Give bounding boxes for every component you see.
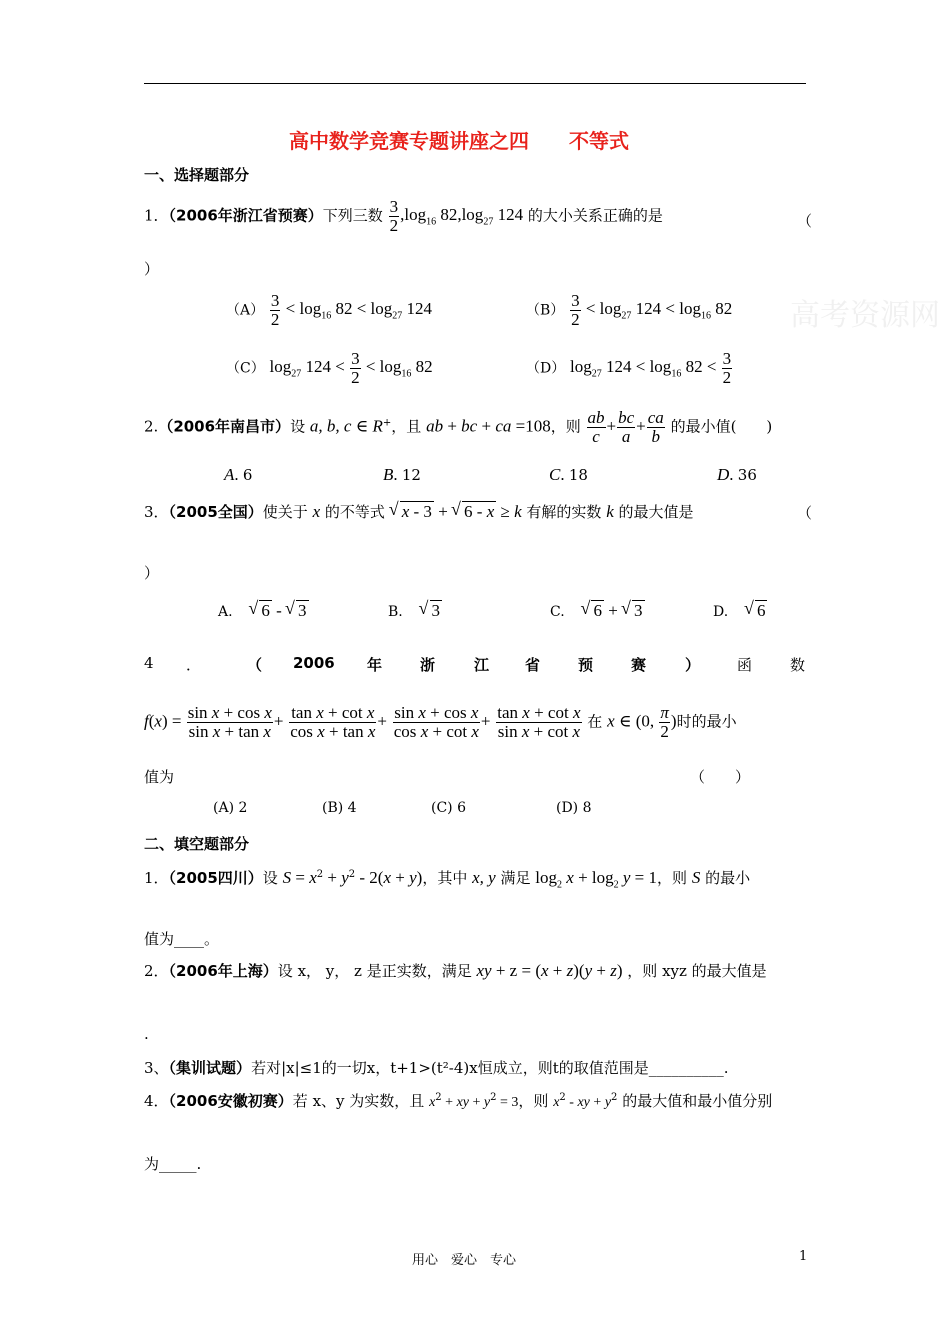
q4-option-a: (A) 2: [213, 800, 248, 816]
page-number: 1: [799, 1249, 808, 1264]
header-rule: [144, 83, 806, 84]
q3-answer-paren-open: （: [797, 504, 813, 522]
q3-option-d: D. √ 6: [713, 600, 767, 621]
q2-option-a: A. 6: [224, 465, 253, 484]
question-3: 3．（2005全国）使关于 x 的不等式 √ x - 3 + √ 6 - x ≥ k 有解的实数 k 的最大值是: [144, 501, 694, 522]
q4-function-formula: f(x) = $\frac{\text{sin x + cos x}}{\text{sin x + tan x}}$ + $\frac{\text{tan x + cot x}}{\text{cos x + tan x}}$ + $\frac{\text{sin x + cos x}}{\text{cos x + cot x}}$ + $\frac{\text{tan x + cot x}}{\text{sin x + cot x}}$ 在 x ∈ (0, $\frac{\pi}{2}$ )时的最小: [144, 703, 737, 741]
fill-question-2: 2．（2006年上海）设 x， y， z 是正实数，满足 xy + z = (x + z)(y + z) ，则 xyz 的最大值是: [144, 961, 767, 980]
q1-option-d: （D） $\log_{27} 124 < \log_{16} 82$ < $\frac{3}{2}$: [526, 349, 732, 387]
question-2: 2.（2006年南昌市）设 a, b, c ∈ R+，且 ab + bc + ca =108，则 $\frac{ab}{c}$ + $\frac{bc}{a}$ + $\frac{ca}{b}$ 的最小值( ): [144, 408, 773, 446]
fill-question-4: 4．（2006安徽初赛）若 x、y 为实数，且 $x^2$ + xy + $y^2 = 3$，则 $x^2$ - xy + $y^2$ 的最大值和最小值分别: [144, 1092, 773, 1110]
q1-source: （2006年浙江省预赛）: [168, 206, 323, 225]
fill-question-1: 1．（2005四川）设 $S = x^2 + y^2 - 2(x + y)$，其中 x, y 满足 $\log_2 x + \log_2 y = 1$，则 S 的最小: [144, 868, 751, 891]
q4-answer-paren: （ ）: [690, 768, 751, 786]
page-title: 高中数学竞赛专题讲座之四 不等式: [289, 129, 629, 153]
q4-option-d: (D) 8: [556, 800, 592, 816]
question-1: 1．（2006年浙江省预赛）下列三数 $\frac{3}{2}$ $,\log_{16}$ $82,\log_{27}$ 124 的大小关系正确的是: [144, 197, 663, 235]
q3-source: （2005全国）: [168, 503, 263, 521]
section-heading-choice: 一、选择题部分: [144, 166, 250, 184]
q1-option-b: （B） $\frac{3}{2}$ < $\log_{27} 124 < \log_{16} 82$: [526, 291, 733, 329]
footer-motto: 用心 爱心 专心: [412, 1253, 517, 1268]
q3-answer-paren-close: ）: [144, 564, 160, 582]
q1-answer-paren-close: ）: [144, 260, 160, 278]
q3-option-c: C. √ 6 + √ 3: [550, 600, 645, 621]
fraction-3-2: $\frac{3}{2}$: [389, 197, 399, 235]
q2-option-d: D. 36: [717, 465, 757, 484]
fill-1-blank-line: 值为____。: [144, 930, 220, 948]
q3-option-a: A. √ 6 - √ 3: [218, 600, 309, 621]
q3-option-b: B. √ 3: [388, 600, 442, 621]
q4-option-c: (C) 6: [431, 800, 466, 816]
q1-option-c: （C） $\log_{27} 124$ < $\frac{3}{2}$ < $\log_{16} 82$: [226, 349, 433, 387]
question-4-number: 4: [144, 654, 154, 672]
q4-option-b: (B) 4: [322, 800, 357, 816]
watermark: 高考资源网: [790, 298, 940, 333]
q2-option-b: B. 12: [383, 465, 421, 484]
fill-question-3: 3、（集训试题）若对|x|≤1的一切x，t+1>(t²-4)x恒成立，则t的取值范围是__________.: [144, 1059, 729, 1077]
q2-option-c: C. 18: [549, 465, 588, 484]
q1-option-a: （A） $\frac{3}{2}$ < $\log_{16} 82 < \log_{27} 124$: [226, 291, 433, 329]
q2-source: （2006年南昌市）: [158, 417, 291, 436]
q1-answer-paren-open: （: [797, 212, 813, 230]
section-heading-fill: 二、填空题部分: [144, 835, 250, 853]
